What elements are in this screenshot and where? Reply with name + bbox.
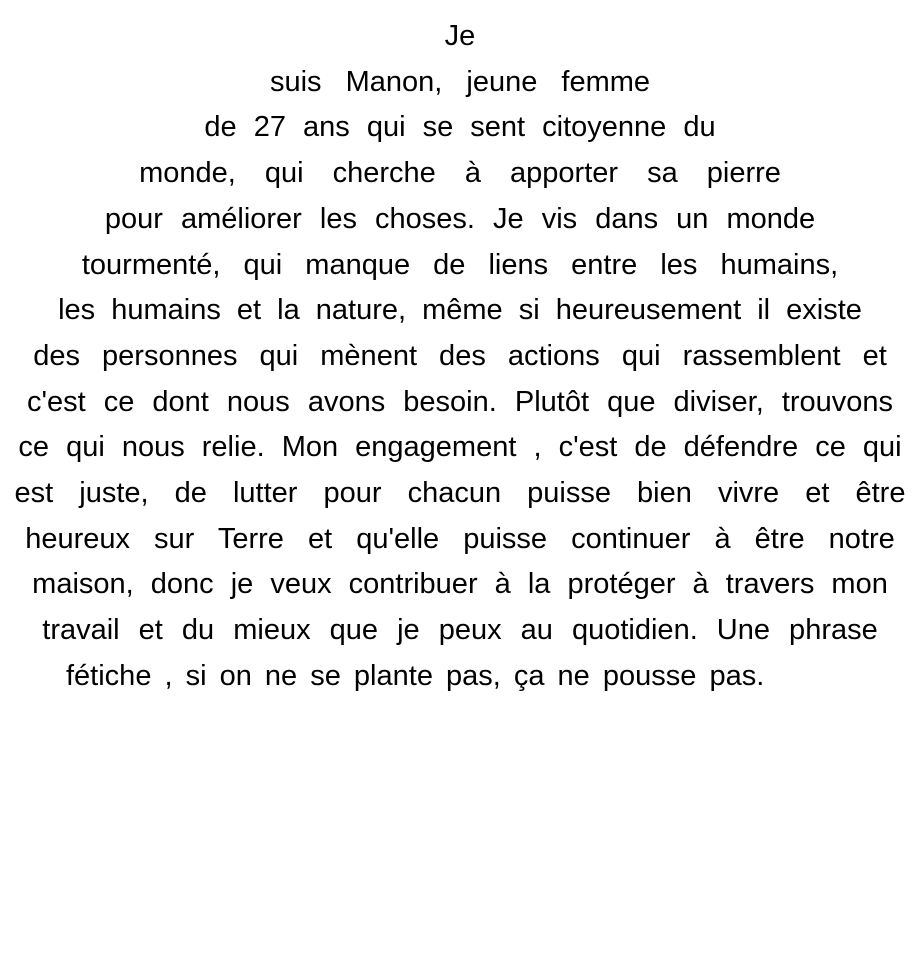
text-line: des personnes qui mènent des actions qui rassemblent et bbox=[33, 339, 887, 372]
text-line: maison, donc je veux contribuer à la protéger à travers mon bbox=[32, 568, 888, 601]
text-line: heureux sur Terre et qu'elle puisse continuer à être notre bbox=[25, 522, 895, 555]
text-line: suis Manon, jeune femme bbox=[269, 65, 651, 98]
text-line: pour améliorer les choses. Je vis dans un monde bbox=[104, 202, 816, 235]
text-line: fétiche , si on ne se plante pas, ça ne pousse pas. bbox=[66, 659, 765, 692]
text-line: de 27 ans qui se sent citoyenne du bbox=[204, 111, 716, 144]
text-line: Je bbox=[444, 20, 476, 52]
text-line: tourmenté, qui manque de liens entre les humains, bbox=[81, 248, 839, 281]
text-line: travail et du mieux que je peux au quotidien. Une phrase bbox=[42, 614, 878, 647]
text-line: est juste, de lutter pour chacun puisse bien vivre et être bbox=[14, 477, 906, 510]
text-line: monde, qui cherche à apporter sa pierre bbox=[139, 157, 781, 190]
text-line: ce qui nous relie. Mon engagement , c'est de défendre ce qui bbox=[18, 431, 902, 464]
text-line: les humains et la nature, même si heureusement il existe bbox=[58, 294, 862, 327]
text-line: c'est ce dont nous avons besoin. Plutôt que diviser, trouvons bbox=[26, 385, 894, 418]
